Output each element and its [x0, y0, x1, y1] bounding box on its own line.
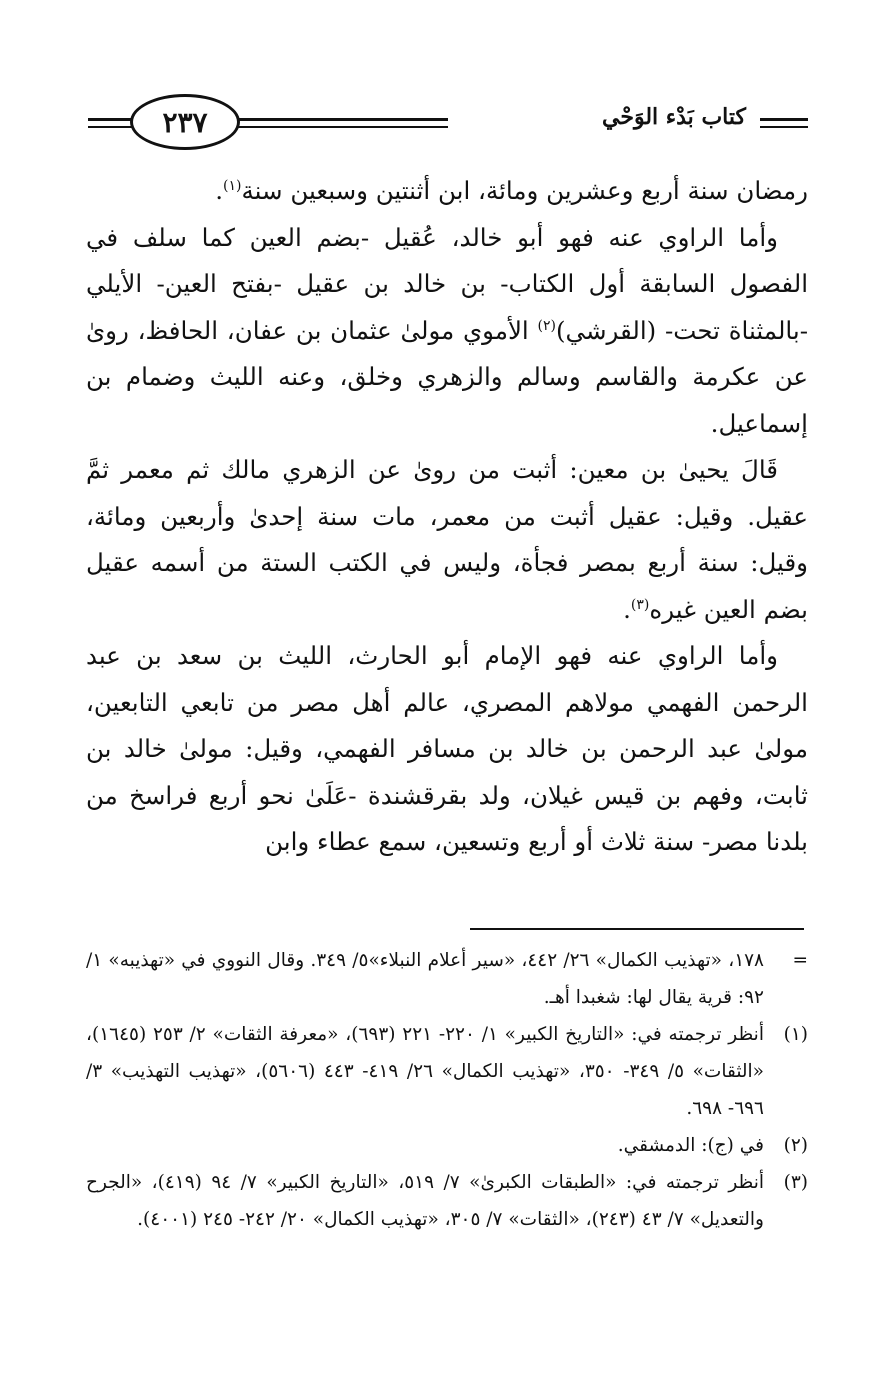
footnote-text: في (ج): الدمشقي.: [617, 1135, 764, 1156]
header-rule-left: [88, 118, 133, 121]
main-text: [86, 168, 808, 866]
header-rule-middle: [238, 118, 448, 121]
paragraph-3: [86, 447, 808, 633]
footnote-mark: (٢): [783, 1135, 808, 1156]
footnotes: [86, 942, 808, 1238]
footnote-mark: (١): [783, 1024, 808, 1045]
footnote-ref-2: (٢): [537, 317, 556, 334]
paragraph-3-end: .: [623, 594, 631, 624]
paragraph-4-text: وأما الراوي عنه فهو الإمام أبو الحارث، الليث بن سعد بن عبد الرحمن الفهمي مولاهم المصري، عالم أهل مصر من تابعي التابعين، مولىٰ عبد الرحمن بن خالد بن مسافر الفهمي، وقيل: مولىٰ خالد بن ثابت، وفهم بن قيس غيلان، ولد بقرقشندة -عَلَىٰ نحو أربع فراسخ من بلدنا مصر- سنة ثلاث أو أربع وتسعين، سمع عطاء وابن: [86, 641, 808, 856]
page-number: ٢٣٧: [130, 94, 240, 150]
paragraph-3-text: قَالَ يحيىٰ بن معين: أثبت من روىٰ عن الزهري مالك ثم معمر ثمَّ عقيل. وقيل: عقيل أثبت من معمر، مات سنة إحدىٰ وأربعين ومائة، وقيل: سنة أربع بمصر فجأة، وليس في الكتب الستة من أسمه عقيل بضم العين غيره: [86, 455, 808, 624]
header-rule-right: [760, 118, 808, 121]
footnote-2: [86, 1127, 808, 1164]
paragraph-1-text: رمضان سنة أربع وعشرين ومائة، ابن أثنتين وسبعين سنة: [241, 176, 808, 205]
footnote-mark: (٣): [783, 1172, 808, 1193]
footnote-continuation: [86, 942, 808, 1016]
paragraph-1: [86, 168, 808, 215]
paragraph-2: [86, 215, 808, 448]
footnote-separator: [470, 928, 804, 930]
header-rule-right-lower: [760, 126, 808, 128]
paragraph-2-text-b: الأموي مولىٰ عثمان بن عفان، الحافظ، روىٰ عن عكرمة والقاسم وسالم والزهري وخلق، وعنه الليث وضمام بن إسماعيل.: [86, 315, 808, 438]
paragraph-2-text-a: وأما الراوي عنه فهو أبو خالد، عُقيل -بضم العين كما سلف في الفصول السابقة أول الكتاب- بن خالد بن عقيل -بفتح العين- الأيلي -بالمثناة تحت- (القرشي): [86, 222, 808, 345]
book-title: كتاب بَدْء الوَحْي: [602, 104, 746, 130]
page-header: [88, 88, 808, 168]
header-rule-left-lower: [88, 126, 133, 128]
footnote-text: أنظر ترجمته في: «الطبقات الكبرىٰ» ٧/ ٥١٩، «التاريخ الكبير» ٧/ ٩٤ (٤١٩)، «الجرح والتعديل» ٧/ ٤٣ (٢٤٣)، «الثقات» ٧/ ٣٠٥، «تهذيب الكمال» ٢٠/ ٢٤٢- ٢٤٥ (٤٠٠١).: [86, 1172, 764, 1230]
paragraph-4: [86, 633, 808, 866]
footnote-3: [86, 1164, 808, 1238]
footnote-ref-1: (١): [223, 177, 242, 194]
paragraph-1-end: .: [215, 176, 224, 205]
footnote-ref-3: (٣): [630, 596, 650, 613]
footnote-text: أنظر ترجمته في: «التاريخ الكبير» ١/ ٢٢٠- ٢٢١ (٦٩٣)، «معرفة الثقات» ٢/ ٢٥٣ (١٦٤٥)، «الثقات» ٥/ ٣٤٩- ٣٥٠، «تهذيب الكمال» ٢٦/ ٤١٩- ٤٤٣ (٥٦٠٦)، «تهذيب التهذيب» ٣/ ٦٩٦- ٦٩٨.: [86, 1024, 764, 1119]
footnote-mark: =: [792, 950, 808, 971]
footnote-1: [86, 1016, 808, 1127]
header-rule-middle-lower: [238, 126, 448, 128]
footnote-text: ١٧٨، «تهذيب الكمال» ٢٦/ ٤٤٢، «سير أعلام النبلاء»٥/ ٣٤٩. وقال النووي في «تهذيبه» ١/ ٩٢: قرية يقال لها: شغبدا أهـ.: [86, 950, 764, 1008]
